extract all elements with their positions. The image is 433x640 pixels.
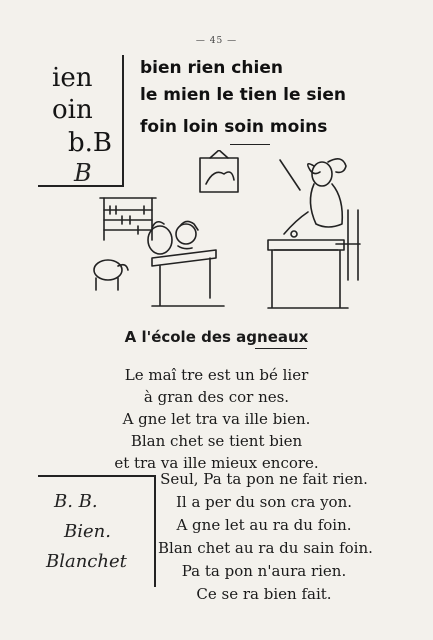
lambs-at-desk [148,221,198,254]
cursive-word-3: Blanchet [46,551,127,572]
verse-right-5: Pa ta pon n'aura rien. [181,562,347,580]
verse-right-3: A gne let au ra du foin. [176,516,352,534]
student-desk [152,250,224,306]
cursive-word-2: Bien. [64,521,111,542]
verse-line-3: A gne let tra va ille bien. [122,410,311,428]
page-number: — 45 — [195,36,238,46]
blank-underline [230,144,270,145]
word-line-1: bien rien chien [140,58,283,78]
ram-teacher [280,159,346,237]
teacher-desk [268,240,348,308]
verse-right-2: Il a per du son cra yon. [175,493,353,511]
verse-line-2: à gran des cor nes. [143,388,290,406]
classroom-illustration [88,150,363,315]
title-underline [255,348,307,349]
verse-right-6: Ce se ra bien fait. [196,585,332,603]
syllable-bB: b.B [68,128,113,158]
lesson-title: A l'école des agneaux [124,328,309,346]
verse-right-4: Blan chet au ra du sain foin. [158,539,373,557]
wall-picture [200,150,238,192]
verse-line-4: Blan chet se tient bien [130,432,303,450]
cursive-word-1: B. B. [54,491,98,512]
cursive-b: B [74,159,92,187]
word-line-3: foin loin soin moins [140,117,328,137]
verse-line-5: et tra va ille mieux encore. [114,454,319,472]
verse-line-1: Le maî tre est un bé lier [124,366,309,384]
syllable-ien: ien [52,63,93,93]
abacus [100,198,156,240]
syllable-oin: oin [52,95,93,125]
cursive-box [38,475,156,587]
verse-right-1: Seul, Pa ta pon ne fait rien. [160,470,368,488]
word-line-2: le mien le tien le sien [140,85,347,105]
lamb-left [94,260,128,290]
